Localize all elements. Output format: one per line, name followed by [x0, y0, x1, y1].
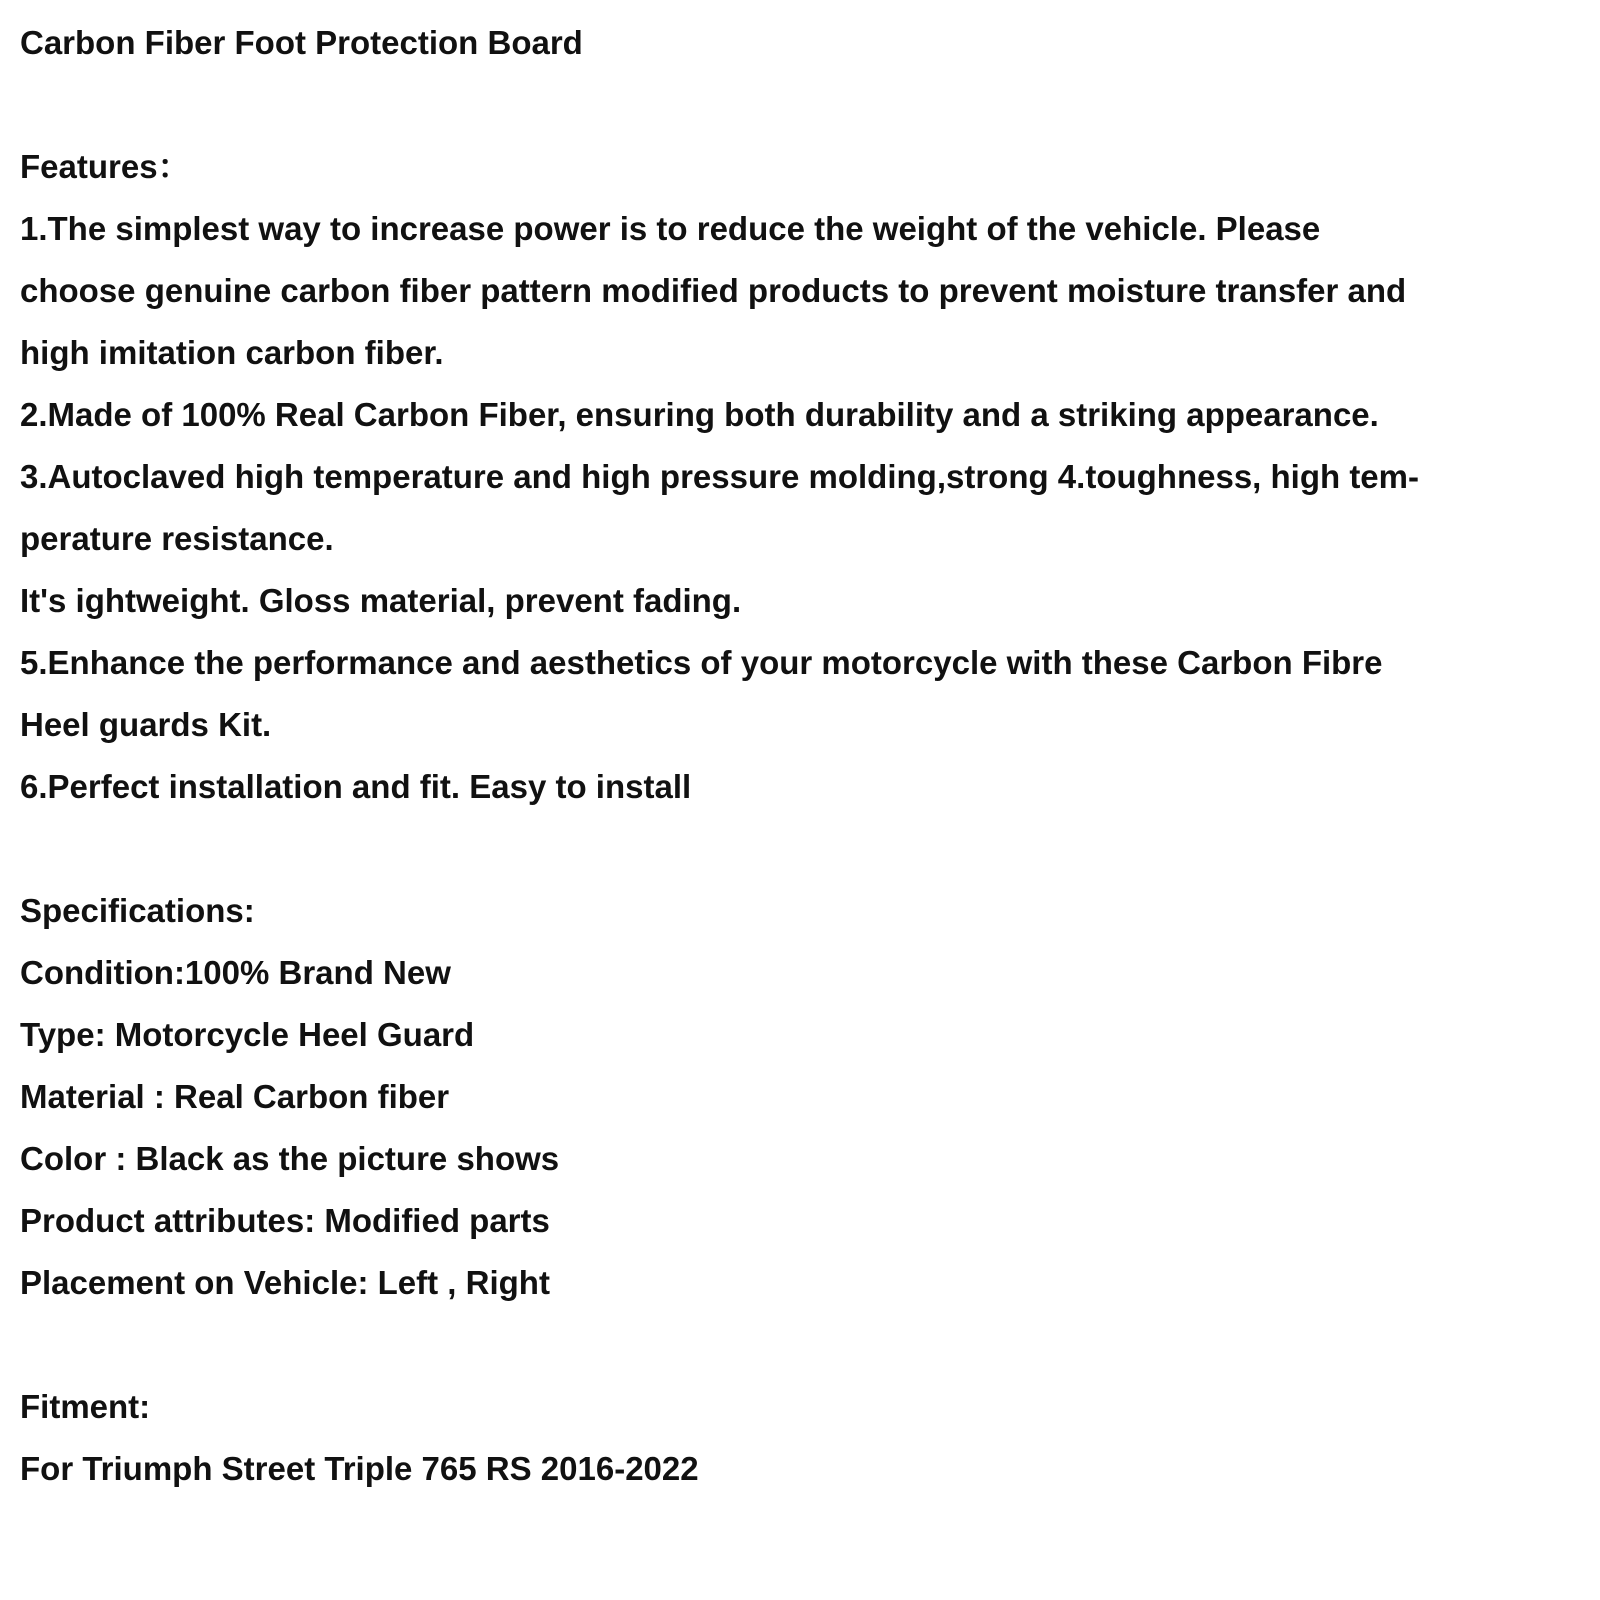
- feature-line: 6.Perfect installation and fit. Easy to install: [20, 768, 692, 805]
- specifications-heading: Specifications:: [20, 892, 255, 929]
- fitment-heading: Fitment:: [20, 1388, 151, 1425]
- spec-line: Type: Motorcycle Heel Guard: [20, 1016, 475, 1053]
- features-heading: Features：: [20, 148, 191, 185]
- page-title: Carbon Fiber Foot Protection Board: [20, 24, 583, 61]
- feature-line: 3.Autoclaved high temperature and high pressure molding,strong 4.toughness, high tem-: [20, 458, 1419, 495]
- specifications-section: [20, 880, 1590, 1314]
- spacer: [20, 74, 1590, 136]
- spec-line: Placement on Vehicle: Left , Right: [20, 1264, 550, 1301]
- spec-line: Product attributes: Modified parts: [20, 1202, 550, 1239]
- spec-line: Material : Real Carbon fiber: [20, 1078, 450, 1115]
- fitment-line: For Triumph Street Triple 765 RS 2016-2022: [20, 1450, 699, 1487]
- spacer: [20, 818, 1590, 880]
- feature-line: 2.Made of 100% Real Carbon Fiber, ensuring both durability and a striking appearance.: [20, 396, 1379, 433]
- spec-line: Condition:100% Brand New: [20, 954, 451, 991]
- feature-line: It's ightweight. Gloss material, prevent fading.: [20, 582, 742, 619]
- feature-line: high imitation carbon fiber.: [20, 334, 444, 371]
- fitment-section: [20, 1376, 1590, 1500]
- feature-line: 1.The simplest way to increase power is to reduce the weight of the vehicle. Please: [20, 210, 1321, 247]
- spacer: [20, 1314, 1590, 1376]
- features-section: [20, 136, 1590, 818]
- feature-line: 5.Enhance the performance and aesthetics of your motorcycle with these Carbon Fibre: [20, 644, 1383, 681]
- feature-line: perature resistance.: [20, 520, 334, 557]
- feature-line: choose genuine carbon fiber pattern modified products to prevent moisture transfer and: [20, 272, 1407, 309]
- feature-line: Heel guards Kit.: [20, 706, 272, 743]
- product-description: [20, 12, 1590, 1500]
- spec-line: Color : Black as the picture shows: [20, 1140, 560, 1177]
